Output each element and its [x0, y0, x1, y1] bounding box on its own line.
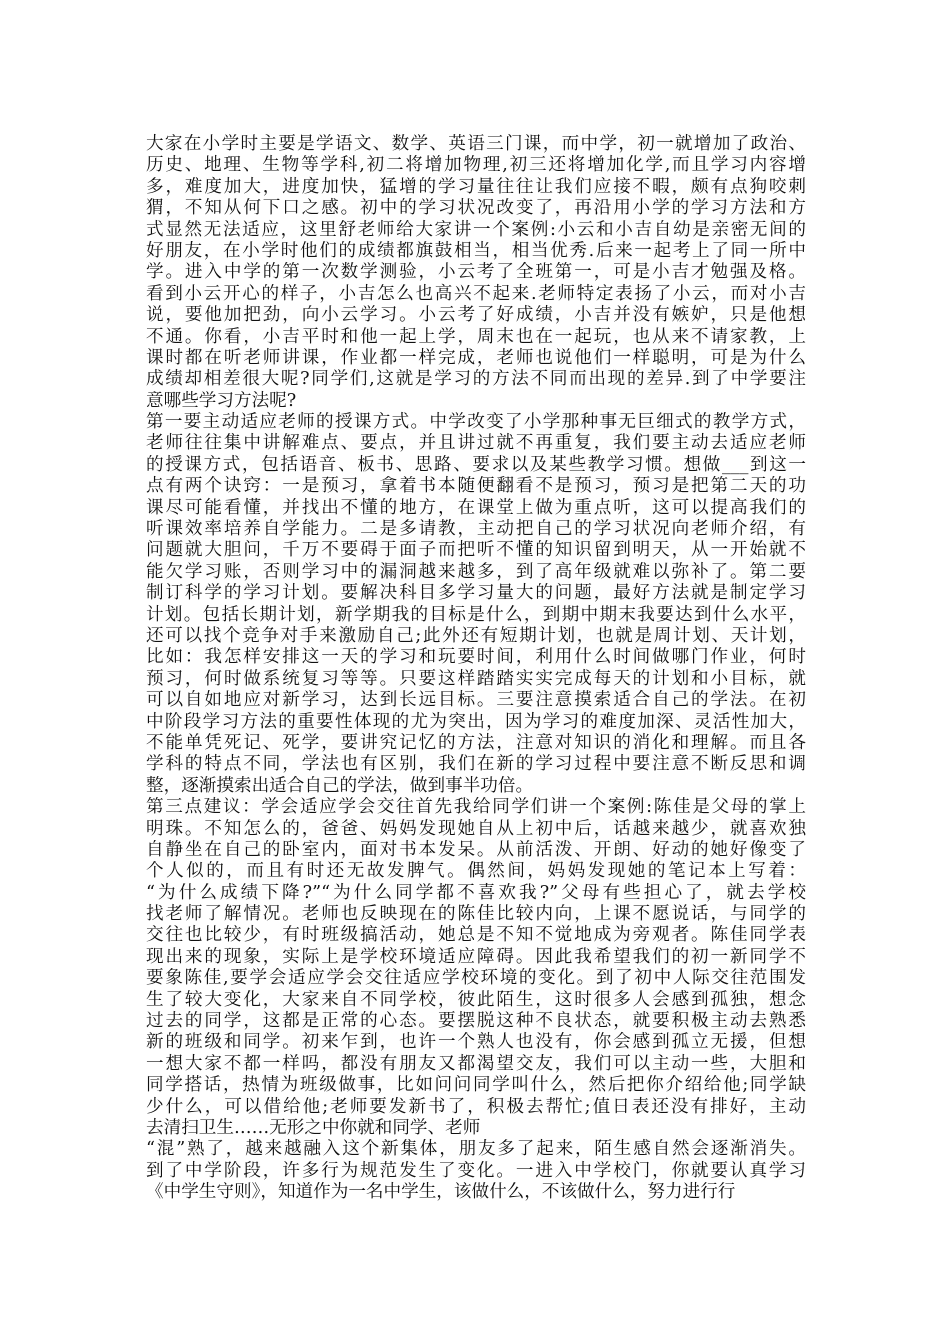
text-line: 少什么，可以借给他;老师要发新书了，积极去帮忙;值日表还没有排好，主动	[146, 1096, 806, 1117]
text-line: 的授课方式，包括语音、板书、思路、要求以及某些教学习惯。想做___到这一	[146, 454, 806, 475]
text-line: 计划。包括长期计划，新学期我的目标是什么，到期中期末我要达到什么水平，	[146, 604, 806, 625]
text-line: 学。进入中学的第一次数学测验，小云考了全班第一，可是小吉才勉强及格。	[146, 262, 806, 283]
text-line: 课时都在听老师讲课，作业都一样完成，老师也说他们一样聪明，可是为什么	[146, 347, 806, 368]
document-body	[146, 134, 806, 1204]
text-line: 交往也比较少，有时班级搞活动，她总是不知不觉地成为旁观者。陈佳同学表	[146, 925, 806, 946]
text-line: 可以自如地应对新学习，达到长远目标。三要注意摸索适合自己的学法。在初	[146, 690, 806, 711]
text-line: 式显然无法适应，这里舒老师给大家讲一个案例:小云和小吉自幼是亲密无间的	[146, 219, 806, 240]
text-line: 新的班级和同学。初来乍到，也许一个熟人也没有，你会感到孤立无援，但想	[146, 1032, 806, 1053]
text-line: 比如：我怎样安排这一天的学习和玩要时间，利用什么时间做哪门作业，何时	[146, 647, 806, 668]
text-line: 猬，不知从何下口之感。初中的学习状况改变了，再沿用小学的学习方法和方	[146, 198, 806, 219]
text-line: 能欠学习账，否则学习中的漏洞越来越多，到了高年级就难以弥补了。第二要	[146, 561, 806, 582]
text-line: 同学搭话，热情为班级做事，比如问问同学叫什么，然后把你介绍给他;同学缺	[146, 1075, 806, 1096]
text-line: 整，逐渐摸索出适合自己的学法，做到事半功倍。	[146, 775, 534, 796]
text-line: 过去的同学，这都是正常的心态。要摆脱这种不良状态，就要积极主动去熟悉	[146, 1011, 806, 1032]
text-line: 大家在小学时主要是学语文、数学、英语三门课，而中学，初一就增加了政治、	[146, 134, 806, 154]
text-line: 找老师了解情况。老师也反映现在的陈佳比较内向，上课不愿说话，与同学的	[146, 904, 806, 925]
text-line: 历史、地理、生物等学科,初二将增加物理,初三还将增加化学,而且学习内容增	[146, 155, 806, 176]
text-line: 第一要主动适应老师的授课方式。中学改变了小学那种事无巨细式的教学方式，	[146, 412, 806, 433]
text-line: “混”熟了，越来越融入这个新集体，朋友多了起来，陌生感自然会逐渐消失。	[146, 1139, 806, 1160]
text-line: 中阶段学习方法的重要性体现的尤为突出，因为学习的难度加深、灵活性加大，	[146, 711, 806, 732]
text-line: 点有两个诀窍：一是预习，拿着书本随便翻看不是预习，预习是把第二天的功	[146, 476, 806, 497]
text-line: 生了较大变化，大家来自不同学校，彼此陌生，这时很多人会感到孤独，想念	[146, 989, 806, 1010]
text-line: 好朋友，在小学时他们的成绩都旗鼓相当，相当优秀.后来一起考上了同一所中	[146, 240, 806, 261]
text-line: “为什么成绩下降?”“为什么同学都不喜欢我?”父母有些担心了，就去学校	[146, 882, 806, 903]
text-line: 成绩却相差很大呢?同学们,这就是学习的方法不同而出现的差异.到了中学要注	[146, 369, 806, 390]
text-line: 制订科学的学习计划。要解决科目多学习量大的问题，最好方法就是制定学习	[146, 583, 806, 604]
text-line: 学科的特点不同，学法也有区别，我们在新的学习过程中要注意不断反思和调	[146, 754, 806, 775]
text-line: 问题就大胆问，千万不要碍于面子而把听不懂的知识留到明天，从一开始就不	[146, 540, 806, 561]
text-line: 个人似的，而且有时还无故发脾气。偶然间，妈妈发现她的笔记本上写着：	[146, 861, 806, 882]
text-line: 意哪些学习方法呢?	[146, 390, 297, 411]
text-line: 还可以找个竞争对手来激励自己;此外还有短期计划，也就是周计划、天计划，	[146, 625, 806, 646]
text-line: 多，难度加大，进度加快，猛增的学习量往往让我们应接不暇，颇有点狗咬刺	[146, 176, 806, 197]
text-line: 说，要他加把劲，向小云学习。小云考了好成绩，小吉并没有嫉妒，只是他想	[146, 305, 806, 326]
text-line: 要象陈佳,要学会适应学会交往适应学校环境的变化。到了初中人际交往范围发	[146, 968, 806, 989]
text-line: 一想大家不都一样吗，都没有朋友又都渴望交友，我们可以主动一些，大胆和	[146, 1053, 806, 1074]
text-line: 到了中学阶段，许多行为规范发生了变化。一进入中学校门，你就要认真学习	[146, 1160, 806, 1181]
text-line: 第三点建议：学会适应学会交往首先我给同学们讲一个案例:陈佳是父母的掌上	[146, 797, 806, 818]
text-line: 去清扫卫生……无形之中你就和同学、老师	[146, 1117, 481, 1138]
text-line: 课尽可能看懂，并找出不懂的地方，在课堂上做为重点听，这可以提高我们的	[146, 497, 806, 518]
text-line: 预习，何时做系统复习等等。只要这样踏踏实实完成每天的计划和小目标，就	[146, 668, 806, 689]
text-line: 看到小云开心的样子，小吉怎么也高兴不起来.老师特定表扬了小云，而对小吉	[146, 283, 806, 304]
text-line: 自静坐在自己的卧室内，面对书本发呆。从前活泼、开朗、好动的她好像变了	[146, 839, 806, 860]
text-line: 不能单凭死记、死学，要讲究记忆的方法，注意对知识的消化和理解。而且各	[146, 732, 806, 753]
text-line: 老师往往集中讲解难点、要点，并且讲过就不再重复，我们要主动去适应老师	[146, 433, 806, 454]
text-line: 《中学生守则》，知道作为一名中学生，该做什么，不该做什么，努力进行行	[146, 1182, 736, 1203]
text-line: 明珠。不知怎么的，爸爸、妈妈发现她自从上初中后，话越来越少，就喜欢独	[146, 818, 806, 839]
text-line: 听课效率培养自学能力。二是多请教，主动把自己的学习状况向老师介绍，有	[146, 519, 806, 540]
text-line: 现出来的现象，实际上是学校环境适应障碍。因此我希望我们的初一新同学不	[146, 946, 806, 967]
text-line: 不通。你看，小吉平时和他一起上学，周末也在一起玩，也从来不请家教，上	[146, 326, 806, 347]
